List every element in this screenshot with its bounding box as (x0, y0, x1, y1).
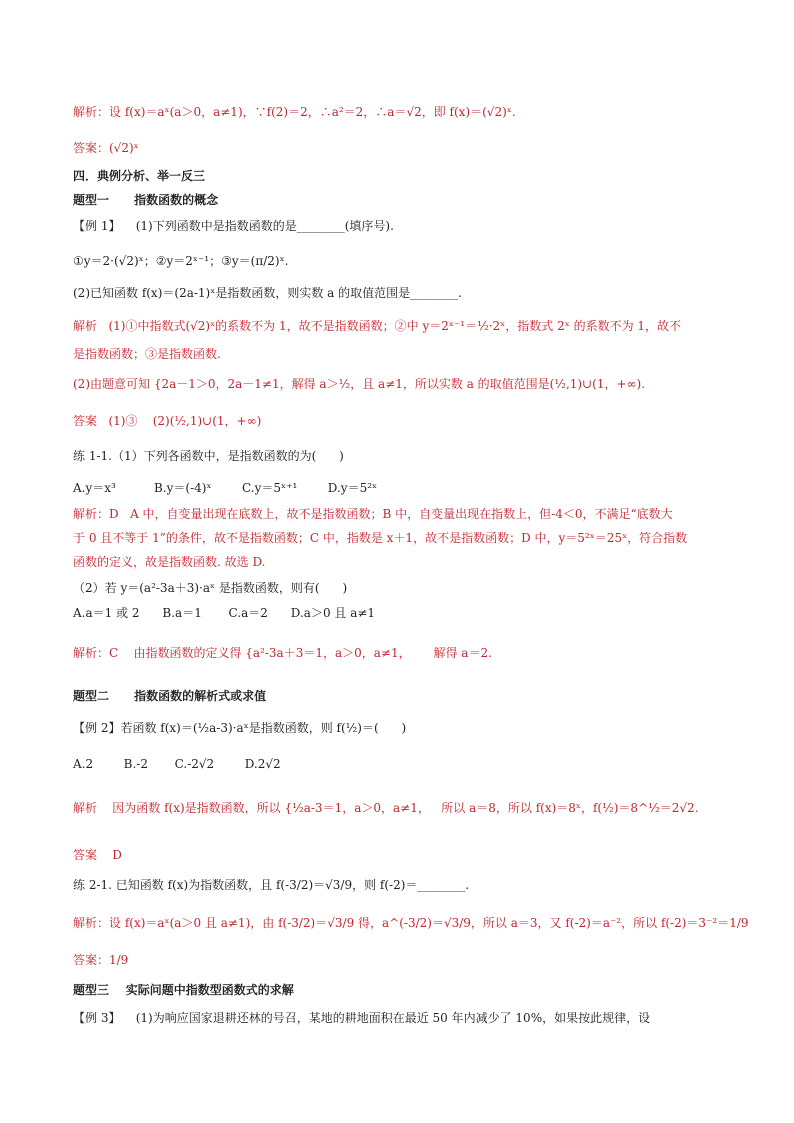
example-2-question: 【例 2】若函数 f(x)＝(½a-3)·aˣ是指数函数，则 f(½)＝( ) (73, 721, 407, 735)
topic-heading-1: 题型一 指数函数的概念 (73, 193, 219, 207)
practice-2-1-answer: 答案：1/9 (73, 953, 129, 967)
section-heading: 四．典例分析、举一反三 (73, 169, 206, 183)
practice-1-1-part2-analysis: 解析：C 由指数函数的定义得 {a²-3a＋3＝1，a＞0，a≠1， 解得 a＝2. (73, 646, 492, 660)
practice-1-1-analysis-cont: 于 0 且不等于 1”的条件，故不是指数函数；C 中，指数是 x＋1，故不是指数函数；D 中，y＝5²ˣ＝25ˣ，符合指数 (73, 531, 688, 545)
example-1-answer: 答案 (1)③ (2)(½,1)∪(1，+∞) (73, 414, 262, 428)
example-1-part2: (2)已知函数 f(x)＝(2a-1)ˣ是指数函数，则实数 a 的取值范围是________. (73, 286, 462, 300)
example-2-options: A.2 B.-2 C.-2√2 D.2√2 (73, 757, 281, 771)
example-2-answer: 答案 D (73, 848, 122, 862)
practice-1-1-options: A.y＝x³ B.y＝(-4)ˣ C.y＝5ˣ⁺¹ D.y＝5²ˣ (73, 481, 378, 495)
practice-1-1-question: 练 1-1.（1）下列各函数中，是指数函数的为( ) (73, 449, 344, 463)
practice-1-1-analysis: 解析：D A 中，自变量出现在底数上，故不是指数函数；B 中，自变量出现在指数上，但-4＜0，不满足“底数大 (73, 507, 673, 521)
topic-heading-2: 题型二 指数函数的解析式或求值 (73, 689, 267, 703)
practice-2-1-question: 练 2-1. 已知函数 f(x)为指数函数，且 f(-3/2)＝√3/9，则 f(-2)＝________. (73, 878, 470, 892)
answer-line: 答案：(√2)ˣ (73, 141, 139, 155)
example-1-analysis-part2: (2)由题意可知 {2a－1＞0，2a－1≠1，解得 a＞½，且 a≠1，所以实数 a 的取值范围是(½,1)∪(1，+∞). (73, 377, 646, 391)
example-3-question: 【例 3】 (1)为响应国家退耕还林的号召，某地的耕地面积在最近 50 年内减少了 10%，如果按此规律，设 (73, 1011, 651, 1025)
practice-1-1-analysis-end: 函数的定义，故是指数函数. 故选 D. (73, 555, 266, 569)
example-1-analysis-cont: 是指数函数；③是指数函数. (73, 347, 221, 361)
example-1-question: 【例 1】 (1)下列函数中是指数函数的是________(填序号). (73, 219, 394, 233)
example-1-options: ①y＝2·(√2)ˣ；②y＝2ˣ⁻¹；③y＝(π/2)ˣ. (73, 254, 289, 268)
topic-heading-3: 题型三 实际问题中指数型函数式的求解 (73, 983, 294, 997)
practice-1-1-part2-question: （2）若 y＝(a²-3a＋3)·aˣ 是指数函数，则有( ) (73, 581, 348, 595)
example-1-analysis: 解析 (1)①中指数式(√2)ˣ的系数不为 1，故不是指数函数；②中 y＝2ˣ⁻¹＝½·2ˣ，指数式 2ˣ 的系数不为 1，故不 (73, 319, 682, 333)
practice-2-1-analysis: 解析：设 f(x)＝aˣ(a＞0 且 a≠1)，由 f(-3/2)＝√3/9 得，a^(-3/2)＝√3/9，所以 a＝3，又 f(-2)＝a⁻²，所以 f(-2)＝3⁻²＝1/9 (73, 916, 749, 930)
example-2-analysis: 解析 因为函数 f(x)是指数函数，所以 {½a-3＝1，a＞0，a≠1， 所以 a＝8，所以 f(x)＝8ˣ，f(½)＝8^½＝2√2. (73, 801, 699, 815)
answer-analysis-line: 解析：设 f(x)＝aˣ(a＞0，a≠1)，∵f(2)＝2，∴a²＝2，∴a＝√2，即 f(x)＝(√2)ˣ. (73, 105, 516, 119)
practice-1-1-part2-options: A.a＝1 或 2 B.a＝1 C.a＝2 D.a＞0 且 a≠1 (73, 606, 376, 620)
